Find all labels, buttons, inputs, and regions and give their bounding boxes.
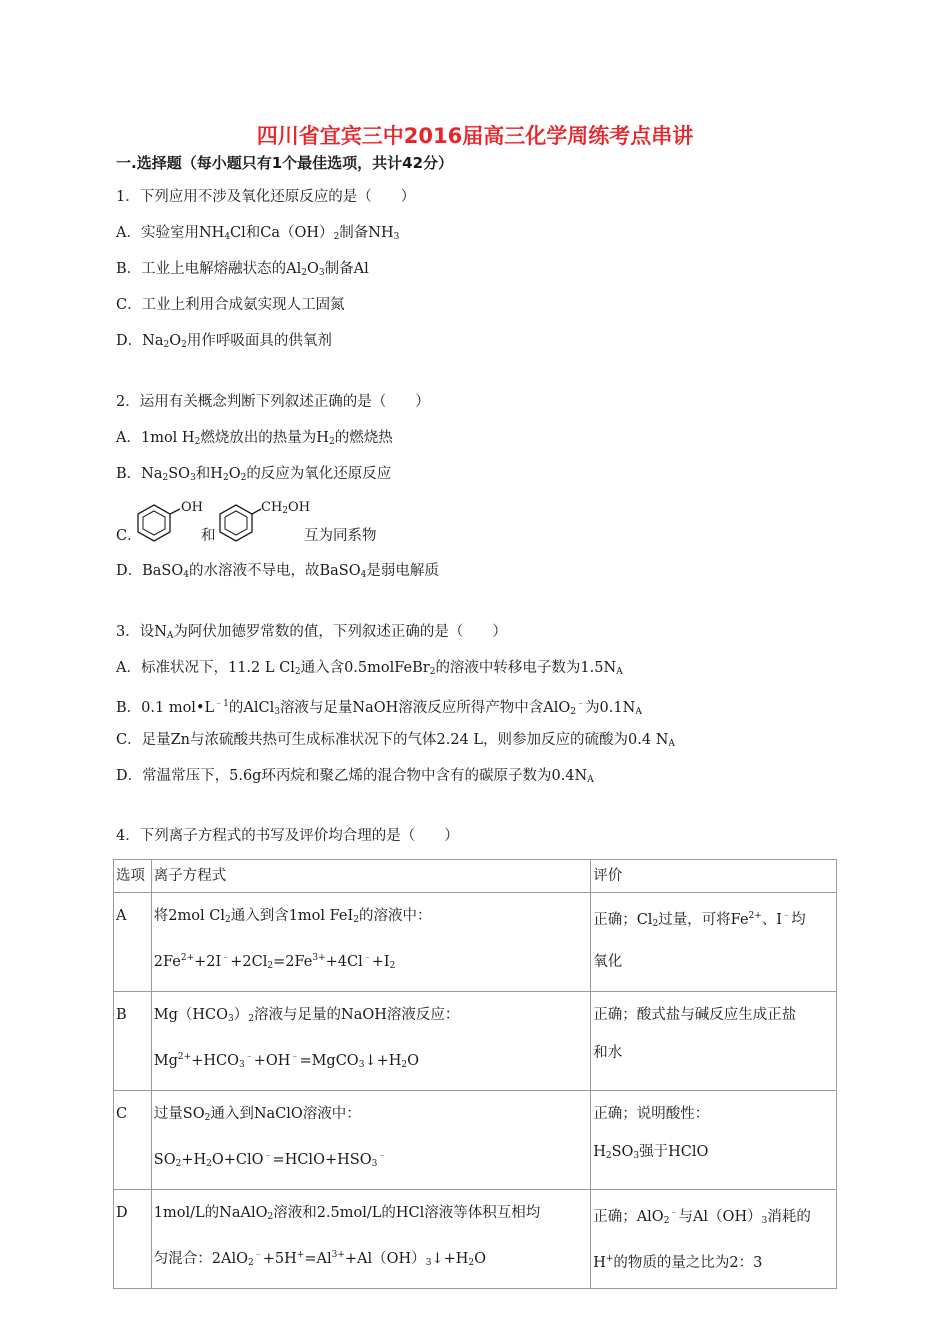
q2-option-c-suffix: 互为同系物 xyxy=(304,528,377,544)
header-evaluation: 评价 xyxy=(591,860,837,893)
row-option: D xyxy=(114,1190,152,1289)
q2-stem: 2．运用有关概念判断下列叙述正确的是（ ） xyxy=(116,394,430,410)
row-option: A xyxy=(114,893,152,992)
benzyl-alcohol-structure xyxy=(216,500,266,546)
table-row xyxy=(114,992,837,1091)
page-title: 四川省宜宾三中2016届高三化学周练考点串讲 xyxy=(256,124,694,148)
table-row xyxy=(114,1091,837,1190)
q2-option-b: B．$Na_2SO_3$和$H_2O_2$的反应为氧化还原反应 xyxy=(116,466,392,483)
table-row xyxy=(114,893,837,992)
q2-option-c-prefix: C． xyxy=(116,528,142,544)
q1-stem: 1．下列应用不涉及氧化还原反应的是（ ） xyxy=(116,189,416,205)
q2-option-c-and: 和 xyxy=(201,528,216,544)
q1-option-a: A．实验室用$NH_4Cl$和$Ca(OH)_2$制备$NH_3$ xyxy=(116,225,400,242)
q3-stem: 3．设$N_A$为阿伏加德罗常数的值，下列叙述正确的是（ ） xyxy=(116,624,507,641)
row-equation: $Mg(HCO_3)_2$溶液与足量的NaOH溶液反应： $Mg^{2+}+HCO_3^﹣+OH^﹣=MgCO_3↓+H_2O$ xyxy=(151,992,590,1091)
q3-option-b: B．0.1 $mol•L^{﹣1}$的AlCl$_3$溶液与足量NaOH溶液反应所得产物中含AlO$_2$﹣为$0.1N_A$ xyxy=(116,699,642,717)
q4-stem: 4．下列离子方程式的书写及评价均合理的是（ ） xyxy=(116,828,459,844)
q1-option-c: C．工业上利用合成氨实现人工固氮 xyxy=(116,297,345,313)
q1-option-d: D．$Na_2O_2$用作呼吸面具的供氧剂 xyxy=(116,333,332,350)
row-option: B xyxy=(114,992,152,1091)
section-heading: 一.选择题（每小题只有1个最佳选项，共计42分） xyxy=(116,154,454,172)
row-option: C xyxy=(114,1091,152,1190)
row-equation: 1mol/L的NaAlO$_2$溶液和2.5mol/L的HCl溶液等体积互相均 匀混合：$2AlO_2^﹣+5H^+=Al^{3+}+Al(OH)_3↓+H_2O$ xyxy=(151,1190,590,1289)
phenol-oh-label: OH xyxy=(181,500,203,515)
header-equation: 离子方程式 xyxy=(151,860,590,893)
q3-option-a: A．标准状况下，11.2 L $Cl_2$通入含0.5molFeBr$_2$的溶液中转移电子数为$1.5N_A$ xyxy=(116,660,623,677)
row-evaluation: 正确；说明酸性： $H_2SO_3$强于HClO xyxy=(591,1091,837,1190)
q4-table xyxy=(113,859,837,1289)
q2-option-d: D．BaSO$_4$的水溶液不导电，故BaSO$_4$是弱电解质 xyxy=(116,563,439,580)
q1-option-b: B．工业上电解熔融状态的$Al_2O_3$制备Al xyxy=(116,261,369,278)
row-evaluation: 正确；酸式盐与碱反应生成正盐 和水 xyxy=(591,992,837,1091)
q3-option-c: C．足量Zn与浓硫酸共热可生成标准状况下的气体2.24 L，则参加反应的硫酸为0.4 $N_A$ xyxy=(116,732,675,749)
q2-option-a: A．1mol $H_2$燃烧放出的热量为$H_2$的燃烧热 xyxy=(116,430,393,447)
table-header-row xyxy=(114,860,837,893)
row-equation: 将2mol $Cl_2$通入到含1mol FeI$_2$的溶液中： $2Fe^{2+}+2I^﹣+2Cl_2=2Fe^{3+}+4Cl^﹣+I_2$ xyxy=(151,893,590,992)
row-evaluation: 正确；AlO$_2$﹣与$Al(OH)_3$消耗的 H+的物质的量之比为2：3 xyxy=(591,1190,837,1289)
row-evaluation: 正确；$Cl_2$过量，可将$Fe^{2+}$、I﹣均 氧化 xyxy=(591,893,837,992)
header-option: 选项 xyxy=(114,860,152,893)
row-equation: 过量$SO_2$通入到NaClO溶液中： $SO_2+H_2O+ClO^﹣=HClO+HSO_3^﹣$ xyxy=(151,1091,590,1190)
q3-option-d: D．常温常压下，5.6g环丙烷和聚乙烯的混合物中含有的碳原子数为$0.4N_A$ xyxy=(116,768,594,785)
benzyl-ch2oh-label: $CH_2OH$ xyxy=(261,500,311,516)
table-row xyxy=(114,1190,837,1289)
